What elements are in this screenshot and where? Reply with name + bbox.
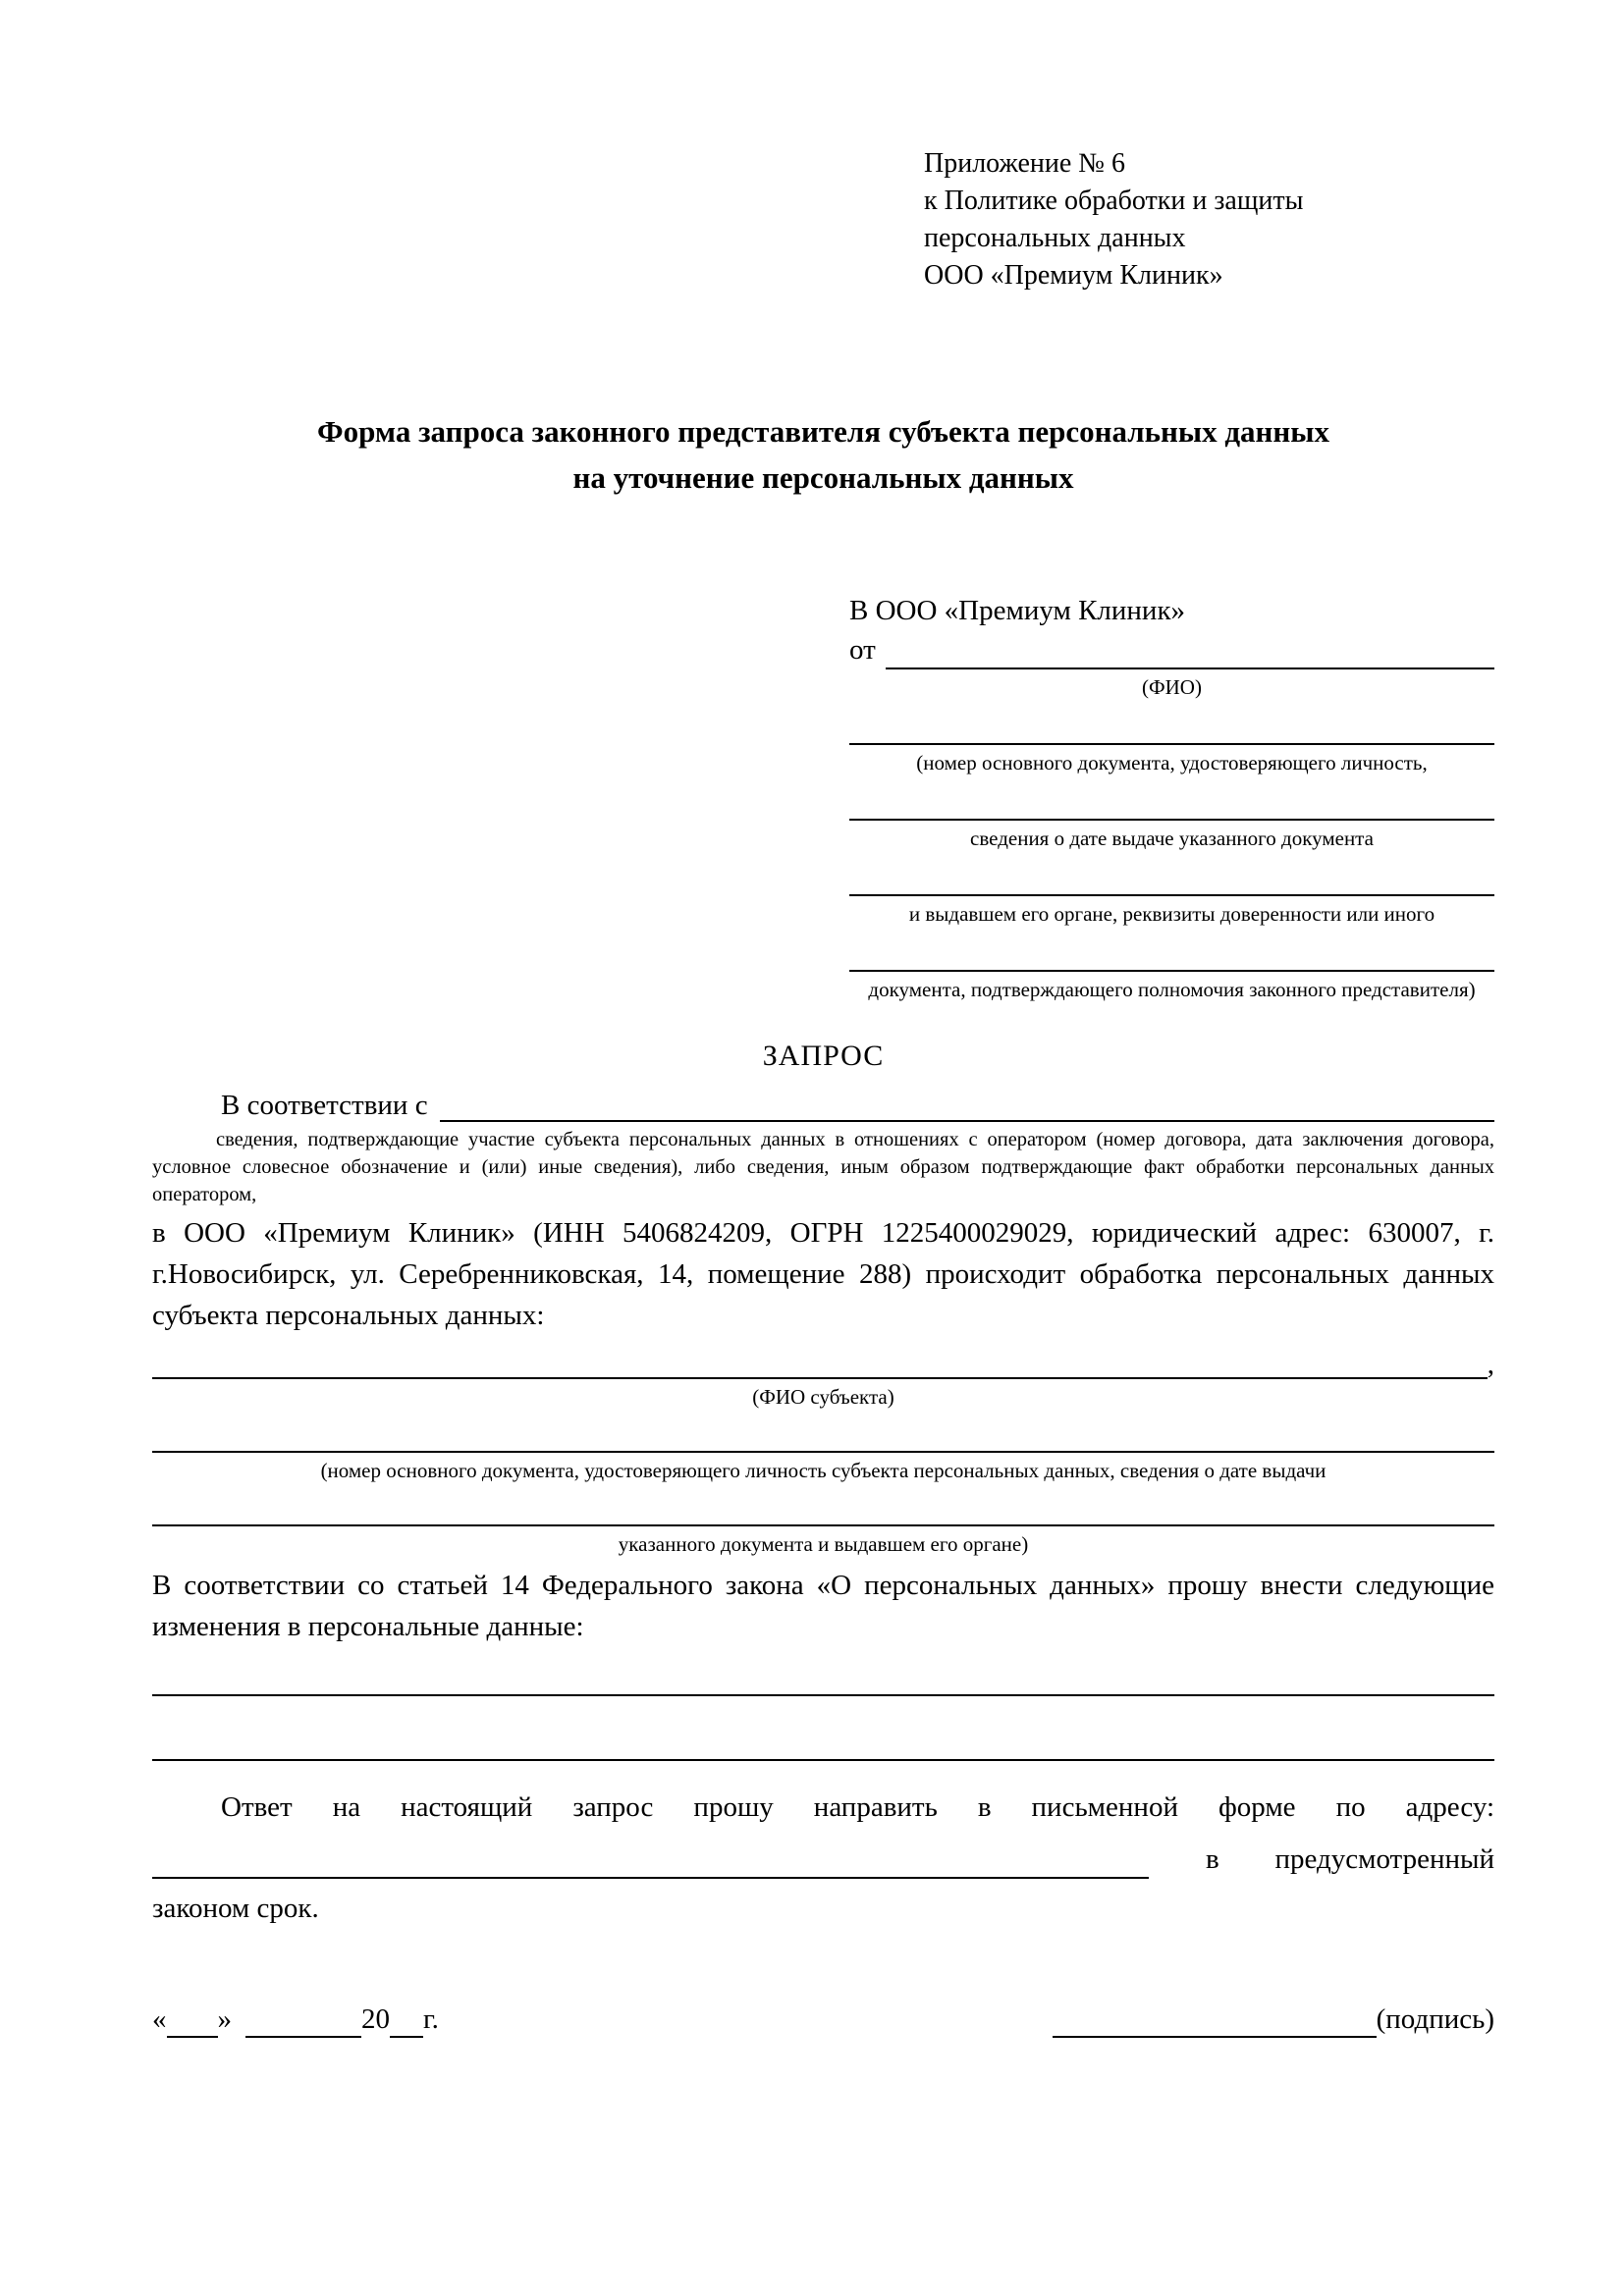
operator-paragraph: в ООО «Премиум Клиник» (ИНН 5406824209, ОГРН 1225400029029, юридический адрес: 630007, г. г.Новосибирск, ул. Серебренниковская, 14, помещение 288) происходит обработка персональных данных субъекта персональных данных: <box>152 1217 1494 1331</box>
answer-address-row <box>152 1840 1494 1879</box>
quote-close: » <box>217 2003 232 2035</box>
signature-caption: (подпись) <box>1376 2003 1494 2035</box>
addressee-block <box>849 591 1494 1002</box>
blank-line <box>152 1759 1494 1761</box>
date-field <box>152 2001 439 2038</box>
appendix-line-3: персональных данных <box>924 223 1186 253</box>
caption-representative-authority: документа, подтверждающего полномочия законного представителя) <box>868 978 1476 1001</box>
signature-blank-line <box>1053 2004 1377 2038</box>
caption-subject-fio: (ФИО субъекта) <box>752 1385 894 1409</box>
blank-line <box>152 1451 1494 1453</box>
subject-fio-field-row <box>152 1342 1494 1379</box>
signature-field <box>1053 2001 1494 2038</box>
accordance-blank-line <box>440 1087 1494 1122</box>
blank-line <box>849 970 1494 972</box>
document-title-line-2: на уточнение персональных данных <box>572 460 1074 495</box>
accordance-row <box>152 1081 1494 1122</box>
day-blank-line <box>167 2004 218 2038</box>
address-blank-line <box>152 1842 1149 1879</box>
answer-request-line-1: Ответ на настоящий запрос прошу направить в письменной форме по адресу: <box>221 1791 1494 1823</box>
document-title-line-1: Форма запроса законного представителя субъекта персональных данных <box>317 414 1329 449</box>
addressee-to: В ООО «Премиум Клиник» <box>849 595 1186 626</box>
appendix-line-4: ООО «Премиум Клиник» <box>924 260 1223 291</box>
caption-doc-number: (номер основного документа, удостоверяющего личность, <box>916 751 1428 774</box>
answer-word-v: в <box>1206 1843 1219 1875</box>
blank-line <box>849 894 1494 896</box>
from-label: от <box>849 634 876 666</box>
caption-subject-doc-1: (номер основного документа, удостоверяющего личность субъекта персональных данных, сведения о дате выдачи <box>320 1459 1326 1482</box>
operator-relation-note: сведения, подтверждающие участие субъекта персональных данных в отношениях с оператором (номер договора, дата заключения договора, условное словесное обозначение и (или) иные сведения), либо сведения, иным образом подтверждающие факт обработки персональных данных оператором, <box>152 1129 1494 1205</box>
request-heading: ЗАПРОС <box>762 1040 885 1072</box>
quote-open: « <box>152 2003 167 2035</box>
month-blank-line <box>245 2004 361 2038</box>
blank-line <box>152 1694 1494 1696</box>
appendix-line-2: к Политике обработки и защиты <box>924 186 1304 216</box>
caption-subject-doc-2: указанного документа и выдавшем его органе) <box>618 1532 1029 1556</box>
caption-fio: (ФИО) <box>1142 675 1202 699</box>
answer-request-line-2 <box>1149 1840 1494 1879</box>
appendix-block <box>924 145 1494 294</box>
trailing-comma: , <box>1487 1349 1494 1380</box>
accordance-lead: В соответствии с <box>221 1090 428 1121</box>
appendix-line-1: Приложение № 6 <box>924 148 1125 179</box>
year-suffix: г. <box>423 2003 439 2035</box>
answer-word-predusmotrenny: предусмотренный <box>1274 1843 1494 1875</box>
from-blank-line <box>886 634 1494 669</box>
article-14-paragraph: В соответствии со статьей 14 Федерального закона «О персональных данных» прошу внести следующие изменения в персональные данные: <box>152 1570 1494 1642</box>
blank-line <box>849 743 1494 745</box>
answer-request-line-3: законом срок. <box>152 1893 319 1924</box>
year-prefix: 20 <box>361 2003 390 2035</box>
year-blank-line <box>390 2004 423 2038</box>
document-title <box>152 408 1494 501</box>
caption-issuing-authority: и выдавшем его органе, реквизиты доверенности или иного <box>908 902 1435 926</box>
subject-fio-blank-line <box>152 1342 1488 1379</box>
blank-line <box>849 819 1494 821</box>
caption-issue-date: сведения о дате выдаче указанного документа <box>970 827 1374 850</box>
date-signature-row <box>152 2001 1494 2038</box>
from-field-row <box>849 630 1494 669</box>
blank-line <box>152 1524 1494 1526</box>
